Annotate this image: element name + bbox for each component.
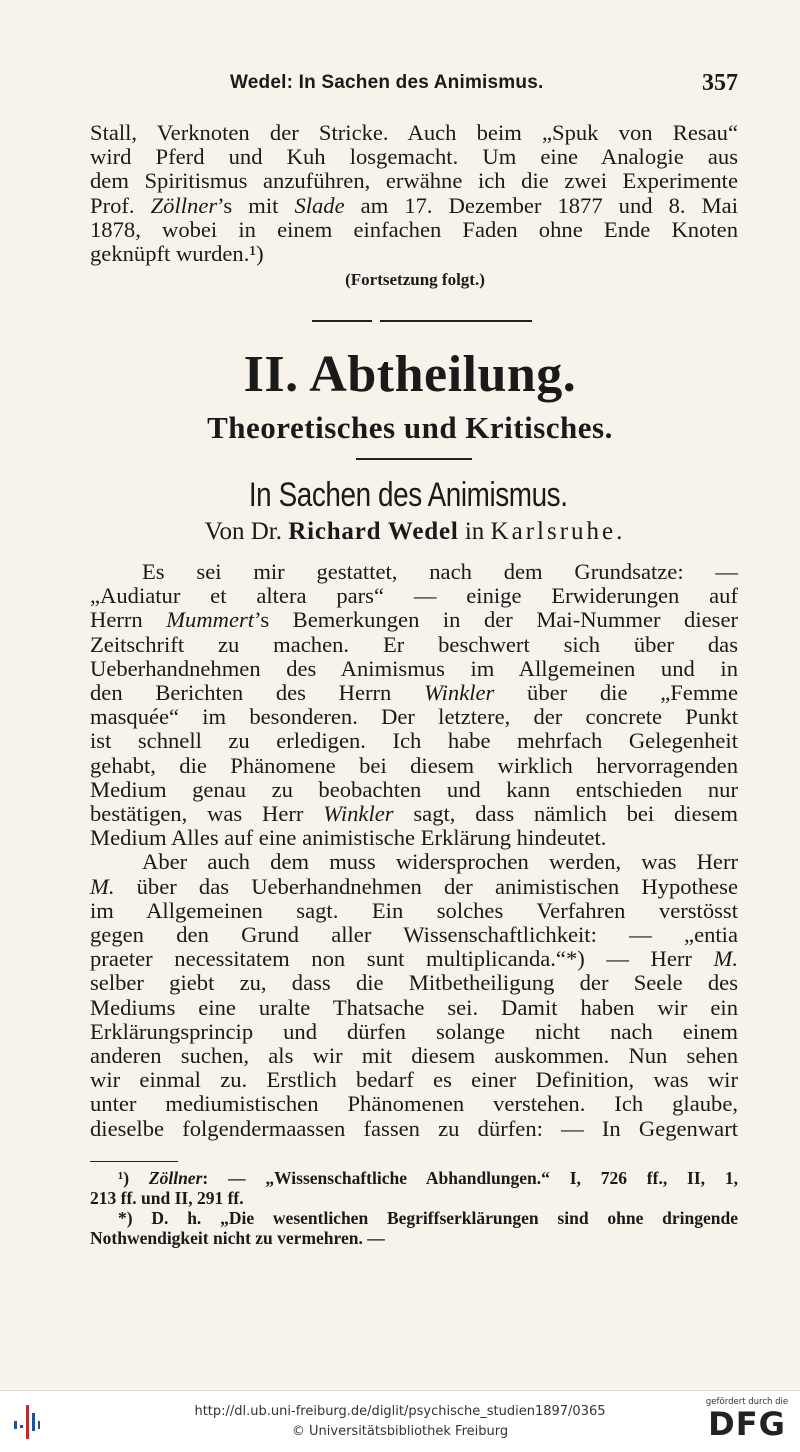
- text-line: bestätigen, was Herr Winkler sagt, dass nämlich bei diesem: [90, 801, 738, 827]
- dfg-logo: [704, 1397, 790, 1447]
- text-line: Aber auch dem muss widersprochen werden, was Herr: [142, 849, 738, 875]
- person-name: Winkler: [323, 801, 394, 827]
- text-line: praeter necessitatem non sunt multiplicanda.“*) — Herr M.: [90, 946, 738, 972]
- text-line: Mediums eine uralte Thatsache sei. Damit haben wir ein: [90, 994, 738, 1020]
- person-name: Slade: [294, 192, 345, 218]
- person-name: Zöllner: [150, 192, 218, 218]
- text-line: im Allgemeinen sagt. Ein solches Verfahren verstösst: [90, 897, 738, 923]
- footnote-line: Nothwendigkeit nicht zu vermehren. —: [90, 1228, 385, 1248]
- text-line: den Berichten des Herrn Winkler über die „Femme: [90, 680, 738, 706]
- text-line: ist schnell zu erledigen. Ich habe mehrfach Gelegenheit: [90, 728, 738, 754]
- person-name: Zöllner: [148, 1168, 203, 1188]
- text-line: 1878, wobei in einem einfachen Faden ohne Ende Knoten: [90, 216, 738, 242]
- text-line: „Audiatur et altera pars“ — einige Erwiderungen auf: [90, 583, 738, 609]
- author-city: Karlsruhe.: [490, 518, 626, 545]
- footnotes: [90, 1168, 738, 1248]
- byline: Von Dr. Richard Wedel in Karlsruhe.: [204, 518, 626, 545]
- text-line: Medium genau zu beobachten und kann entschieden nur: [90, 776, 738, 802]
- text-line: dieselbe folgendermaassen fassen zu dürfen: — In Gegenwart: [90, 1115, 738, 1141]
- section-rule: [356, 458, 472, 460]
- person-name: Winkler: [424, 680, 495, 706]
- copyright-notice: © Universitätsbibliothek Freiburg: [291, 1424, 509, 1439]
- text-line: geknüpft wurden.¹): [90, 241, 264, 267]
- text-line: dem Spiritismus anzuführen, erwähne ich die zwei Experimente: [90, 168, 738, 194]
- text-line: wir einmal zu. Erstlich bedarf es einer Definition, was wir: [90, 1067, 738, 1093]
- continuation-text: [90, 121, 738, 266]
- section-subtitle: Theoretisches und Kritisches.: [207, 410, 613, 445]
- text-line: Medium Alles auf eine animistische Erklärung hindeutet.: [90, 825, 607, 851]
- dfg-funding-text: gefördert durch die: [705, 1397, 789, 1407]
- separator-rule: [312, 320, 372, 322]
- text-line: Herrn Mummert’s Bemerkungen in der Mai-Nummer dieser: [90, 607, 738, 633]
- text-line: Ueberhandnehmen des Animismus im Allgemeinen und in: [90, 655, 738, 681]
- page-number: 357: [702, 70, 738, 96]
- footnote-line: *) D. h. „Die wesentlichen Begriffserklärungen sind ohne dringende: [118, 1208, 738, 1228]
- text-line: Erklärungsprincip und dürfen solange nicht nach einem: [90, 1018, 738, 1044]
- text-line: Es sei mir gestattet, nach dem Grundsatze: —: [142, 559, 738, 584]
- person-name: M.: [713, 946, 738, 972]
- dfg-logo-text: DFG: [708, 1405, 786, 1443]
- section-title: II. Abtheilung.: [243, 346, 577, 403]
- text-line: Prof. Zöllner’s mit Slade am 17. Dezember 1877 und 8. Mai: [90, 192, 738, 218]
- continued-note: (Fortsetzung folgt.): [345, 270, 485, 289]
- separator-rule: [380, 320, 532, 322]
- running-title: Wedel: In Sachen des Animismus.: [230, 72, 544, 93]
- footnote-line: 213 ff. und II, 291 ff.: [90, 1188, 244, 1208]
- text-line: gegen den Grund aller Wissenschaftlichkeit: — „entia: [90, 922, 738, 948]
- text-line: selber giebt zu, dass die Mitbetheiligung der Seele des: [90, 970, 738, 996]
- document-url-link[interactable]: http://dl.ub.uni-freiburg.de/diglit/psychische_studien1897/0365: [194, 1404, 606, 1419]
- text-line: M. über das Ueberhandnehmen der animistischen Hypothese: [90, 873, 738, 899]
- viewer-footer: [0, 1390, 800, 1452]
- text-line: anderen suchen, als wir mit diesem auskommen. Nun sehen: [90, 1043, 738, 1069]
- article-body: [90, 560, 738, 1141]
- footnote-line: ¹) Zöllner: — „Wissenschaftliche Abhandlungen.“ I, 726 ff., II, 1,: [118, 1168, 738, 1188]
- person-name: Mummert: [166, 607, 255, 633]
- text-line: gehabt, die Phänomene bei diesem wirklich hervorragenden: [90, 752, 738, 778]
- article-title: In Sachen des Animismus.: [248, 476, 568, 514]
- author-name: Richard Wedel: [288, 518, 459, 545]
- person-name: M.: [90, 873, 115, 899]
- text-line: unter mediumistischen Phänomenen verstehen. Ich glaube,: [90, 1091, 738, 1117]
- text-line: Zeitschrift zu machen. Er beschwert sich über das: [90, 631, 738, 657]
- running-header: [90, 70, 738, 100]
- text-line: Stall, Verknoten der Stricke. Auch beim „Spuk von Resau“: [90, 120, 738, 145]
- footnote-rule: [90, 1161, 178, 1162]
- text-line: wird Pferd und Kuh losgemacht. Um eine Analogie aus: [90, 144, 738, 170]
- text-line: masquée“ im besonderen. Der letztere, der concrete Punkt: [90, 704, 738, 730]
